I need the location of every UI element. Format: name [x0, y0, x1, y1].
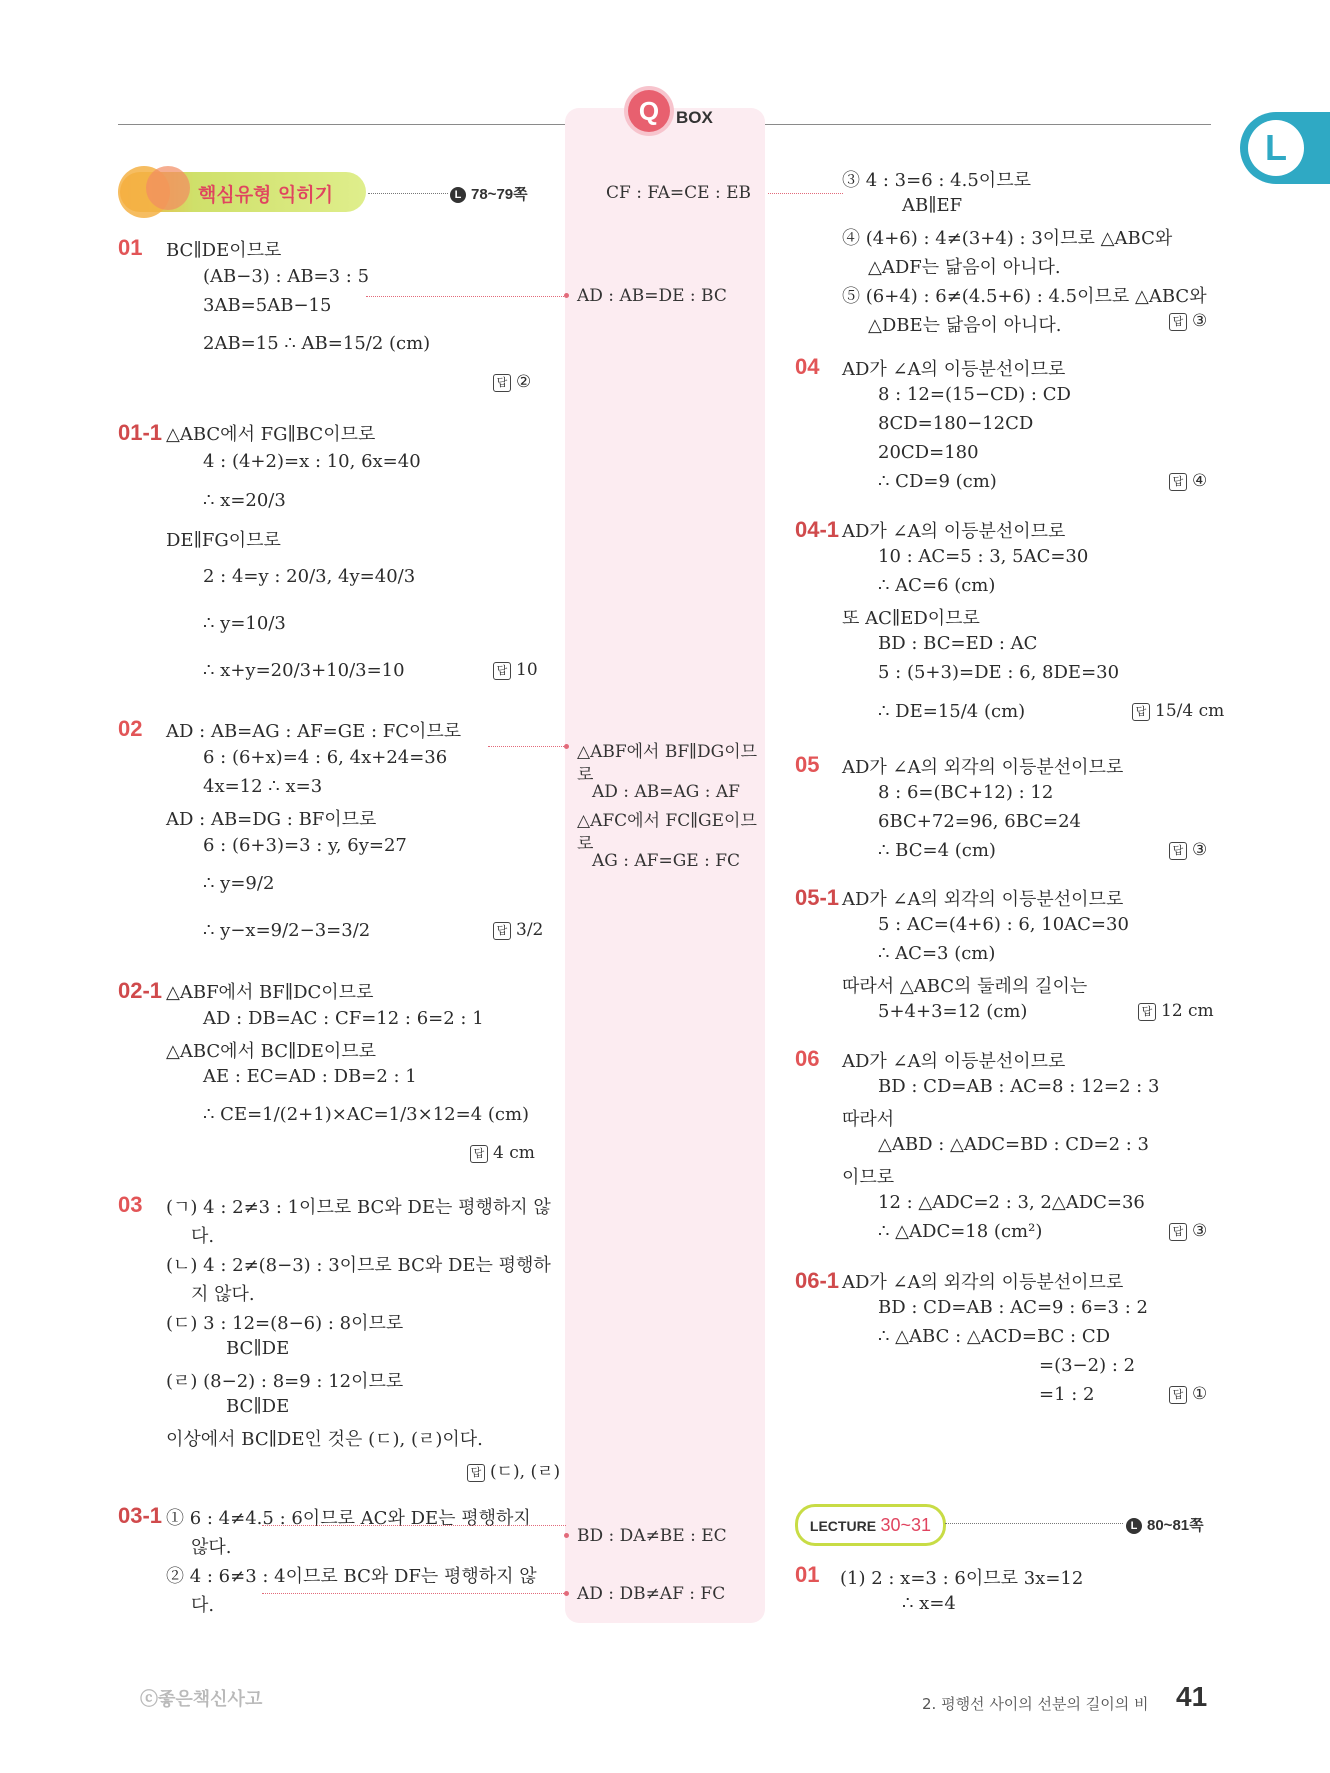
solution-line: (ㄷ) 3 : 12=(8−6) : 8이므로 — [166, 1313, 404, 1334]
solution-line: AD : AB=DG : BF이므로 — [166, 809, 377, 830]
solution-line: (ㄹ) (8−2) : 8=9 : 12이므로 — [166, 1371, 404, 1392]
problem-number: 05 — [795, 752, 820, 777]
solution-line: ∴ y=10/3 — [203, 613, 286, 634]
solution-line: 6BC+72=96, 6BC=24 — [878, 811, 1081, 832]
solution-line: ④ (4+6) : 4≠(3+4) : 3이므로 △ABC와 — [842, 228, 1173, 249]
problem-number: 04-1 — [795, 517, 840, 542]
qbox-note: AD : AB=DE : BC — [577, 286, 727, 306]
leader-line — [368, 193, 448, 194]
problem-number: 01 — [118, 235, 143, 260]
leader-line — [262, 1525, 566, 1526]
leader-line — [488, 746, 566, 747]
solution-line: 20CD=180 — [878, 442, 979, 463]
solution-line: 8 : 12=(15−CD) : CD — [878, 384, 1071, 405]
leader-line — [768, 193, 843, 194]
solution-line: ∴ y−x=9/2−3=3/2 — [203, 920, 371, 941]
top-rule-right — [765, 124, 1211, 125]
solution-line: 따라서 — [842, 1109, 895, 1130]
solution-line: ⑤ (6+4) : 6≠(4.5+6) : 4.5이므로 △ABC와 — [842, 286, 1207, 307]
solution-line: ∴ △ABC : △ACD=BC : CD — [878, 1326, 1111, 1347]
solution-line: △ABF에서 BF∥DC이므로 — [166, 982, 374, 1003]
solution-line: 10 : AC=5 : 3, 5AC=30 — [878, 546, 1089, 567]
solution-line: ∴ CD=9 (cm) — [878, 471, 997, 492]
answer-mark: 답 ③ — [1169, 1221, 1207, 1241]
problem-number: 04 — [795, 354, 820, 379]
solution-line: 3AB=5AB−15 — [203, 295, 332, 316]
solution-line: AD가 ∠A의 이등분선이므로 — [842, 521, 1066, 542]
qbox-note: AG : AF=GE : FC — [592, 851, 741, 871]
solution-line: △DBE는 닮음이 아니다. — [868, 315, 1062, 336]
publisher-logo: ⓒ좋은책신사고 — [140, 1689, 263, 1710]
answer-mark: 답 ② — [493, 372, 531, 392]
solution-line: △ABC에서 FG∥BC이므로 — [166, 424, 376, 445]
qbox-note: BD : DA≠BE : EC — [577, 1526, 727, 1546]
solution-line: (ㄱ) 4 : 2≠3 : 1이므로 BC와 DE는 평행하지 않 — [166, 1197, 551, 1218]
solution-line: DE∥FG이므로 — [166, 530, 281, 551]
page-reference: L 80~81쪽 — [1126, 1514, 1204, 1535]
solution-line: (AB−3) : AB=3 : 5 — [203, 266, 370, 287]
answer-mark: 답 ④ — [1169, 471, 1207, 491]
solution-line: (ㄴ) 4 : 2≠(8−3) : 3이므로 BC와 DE는 평행하 — [166, 1255, 551, 1276]
problem-number: 02-1 — [118, 978, 163, 1003]
qbox-note: △AFC에서 FC∥GE이므 — [577, 811, 757, 831]
problem-number: 01-1 — [118, 420, 163, 445]
leader-line — [366, 296, 566, 297]
answer-mark: 답 ① — [1169, 1384, 1207, 1404]
solution-line: 다. — [191, 1226, 215, 1247]
answer-mark: 답 (ㄷ), (ㄹ) — [467, 1457, 560, 1482]
solution-line: BC∥DE — [226, 1396, 290, 1417]
qbox-note: 로 — [577, 765, 594, 785]
solution-line: 8CD=180−12CD — [878, 413, 1034, 434]
solution-line: 2 : 4=y : 20/3, 4y=40/3 — [203, 566, 416, 587]
answer-mark: 답 ③ — [1169, 840, 1207, 860]
solution-line: AD가 ∠A의 외각의 이등분선이므로 — [842, 1272, 1124, 1293]
solution-line: =(3−2) : 2 — [1039, 1355, 1136, 1376]
solution-line: BC∥DE이므로 — [166, 240, 282, 261]
solution-line: =1 : 2 — [1039, 1384, 1095, 1405]
solution-line: 12 : △ADC=2 : 3, 2△ADC=36 — [878, 1192, 1145, 1213]
top-rule-left — [118, 124, 566, 125]
problem-number: 03-1 — [118, 1503, 163, 1528]
answer-mark: 답 12 cm — [1138, 1001, 1214, 1021]
answer-mark: 답 ③ — [1169, 311, 1207, 331]
solution-line: BD : BC=ED : AC — [878, 633, 1038, 654]
solution-line: ① 6 : 4≠4.5 : 6이므로 AC와 DE는 평행하지 — [166, 1508, 531, 1529]
solution-line: 6 : (6+3)=3 : y, 6y=27 — [203, 835, 407, 856]
solution-line: AD : AB=AG : AF=GE : FC이므로 — [166, 721, 462, 742]
solution-line: 2AB=15 ∴ AB=15/2 (cm) — [203, 333, 431, 354]
qbox-label: BOX — [676, 108, 713, 127]
leader-line — [262, 1593, 566, 1594]
solution-line: ∴ BC=4 (cm) — [878, 840, 996, 861]
solution-line: AB∥EF — [902, 195, 963, 216]
solution-line: 4x=12 ∴ x=3 — [203, 776, 323, 797]
solution-line: 이상에서 BC∥DE인 것은 (ㄷ), (ㄹ)이다. — [166, 1429, 483, 1450]
solution-line: (1) 2 : x=3 : 6이므로 3x=12 — [840, 1568, 1084, 1589]
solution-line: 또 AC∥ED이므로 — [842, 608, 980, 629]
solution-line: ∴ △ADC=18 (cm²) — [878, 1221, 1043, 1242]
solution-line: 다. — [191, 1595, 215, 1616]
solution-line: 5 : AC=(4+6) : 6, 10AC=30 — [878, 914, 1129, 935]
solution-line: 4 : (4+2)=x : 10, 6x=40 — [203, 451, 421, 472]
solution-line: BC∥DE — [226, 1338, 290, 1359]
solution-line: 8 : 6=(BC+12) : 12 — [878, 782, 1054, 803]
solution-line: AD가 ∠A의 이등분선이므로 — [842, 1051, 1066, 1072]
solution-line: 이므로 — [842, 1167, 895, 1188]
answer-mark: 답 4 cm — [470, 1143, 535, 1163]
solution-line: ∴ x=4 — [902, 1593, 956, 1614]
qbox-icon: Q — [628, 90, 670, 132]
problem-number: 01 — [795, 1562, 820, 1587]
qbox-note: △ABF에서 BF∥DG이므 — [577, 737, 757, 762]
solution-line: AD가 ∠A의 이등분선이므로 — [842, 359, 1066, 380]
qbox-note: 로 — [577, 834, 594, 854]
solution-line: ∴ AC=3 (cm) — [878, 943, 996, 964]
solution-line: ② 4 : 6≠3 : 4이므로 BC와 DF는 평행하지 않 — [166, 1566, 537, 1587]
solution-line: BD : CD=AB : AC=9 : 6=3 : 2 — [878, 1297, 1148, 1318]
problem-number: 02 — [118, 716, 143, 741]
solution-line: ③ 4 : 3=6 : 4.5이므로 — [842, 170, 1031, 191]
problem-number: 05-1 — [795, 885, 840, 910]
lecture-l-icon: L — [1248, 120, 1304, 176]
solution-line: ∴ y=9/2 — [203, 873, 275, 894]
solution-line: ∴ x=20/3 — [203, 490, 286, 511]
solution-line: 지 않다. — [191, 1284, 255, 1305]
qbox-note: AD : AB=AG : AF — [592, 782, 740, 802]
lecture-badge: LECTURE 30~31 — [795, 1504, 946, 1546]
solution-line: ∴ DE=15/4 (cm) — [878, 701, 1026, 722]
page-reference: L 78~79쪽 — [450, 183, 528, 204]
problem-number: 06 — [795, 1046, 820, 1071]
solution-line: 따라서 △ABC의 둘레의 길이는 — [842, 976, 1088, 997]
solution-line: AD가 ∠A의 외각의 이등분선이므로 — [842, 889, 1124, 910]
answer-mark: 답 3/2 — [493, 920, 543, 940]
solution-line: ∴ AC=6 (cm) — [878, 575, 996, 596]
solution-line: 5 : (5+3)=DE : 6, 8DE=30 — [878, 662, 1120, 683]
solution-line: △ADF는 닮음이 아니다. — [868, 257, 1061, 278]
solution-line: △ABD : △ADC=BD : CD=2 : 3 — [878, 1134, 1150, 1155]
solution-line: ∴ CE=1/(2+1)×AC=1/3×12=4 (cm) — [203, 1104, 530, 1125]
page-number: 41 — [1176, 1681, 1208, 1712]
solution-line: AD : DB=AC : CF=12 : 6=2 : 1 — [203, 1008, 484, 1029]
solution-line: ∴ x+y=20/3+10/3=10 — [203, 660, 405, 681]
solution-line: AD가 ∠A의 외각의 이등분선이므로 — [842, 757, 1124, 778]
answer-mark: 답 15/4 cm — [1132, 701, 1224, 721]
section-title: 핵심유형 익히기 — [198, 184, 334, 206]
solution-line: BD : CD=AB : AC=8 : 12=2 : 3 — [878, 1076, 1160, 1097]
solution-line: AE : EC=AD : DB=2 : 1 — [203, 1066, 417, 1087]
chapter-title: 2. 평행선 사이의 선분의 길이의 비 — [922, 1695, 1149, 1713]
solution-line: 5+4+3=12 (cm) — [878, 1001, 1028, 1022]
qbox-note: CF : FA=CE : EB — [606, 183, 752, 203]
problem-number: 03 — [118, 1192, 143, 1217]
qbox-note: AD : DB≠AF : FC — [577, 1584, 725, 1604]
answer-mark: 답 10 — [493, 660, 538, 680]
solution-line: △ABC에서 BC∥DE이므로 — [166, 1041, 377, 1062]
solution-line: 않다. — [191, 1537, 232, 1558]
badge-circle-icon — [146, 166, 190, 210]
problem-number: 06-1 — [795, 1268, 840, 1293]
solution-line: 6 : (6+x)=4 : 6, 4x+24=36 — [203, 747, 448, 768]
leader-line — [945, 1523, 1123, 1524]
